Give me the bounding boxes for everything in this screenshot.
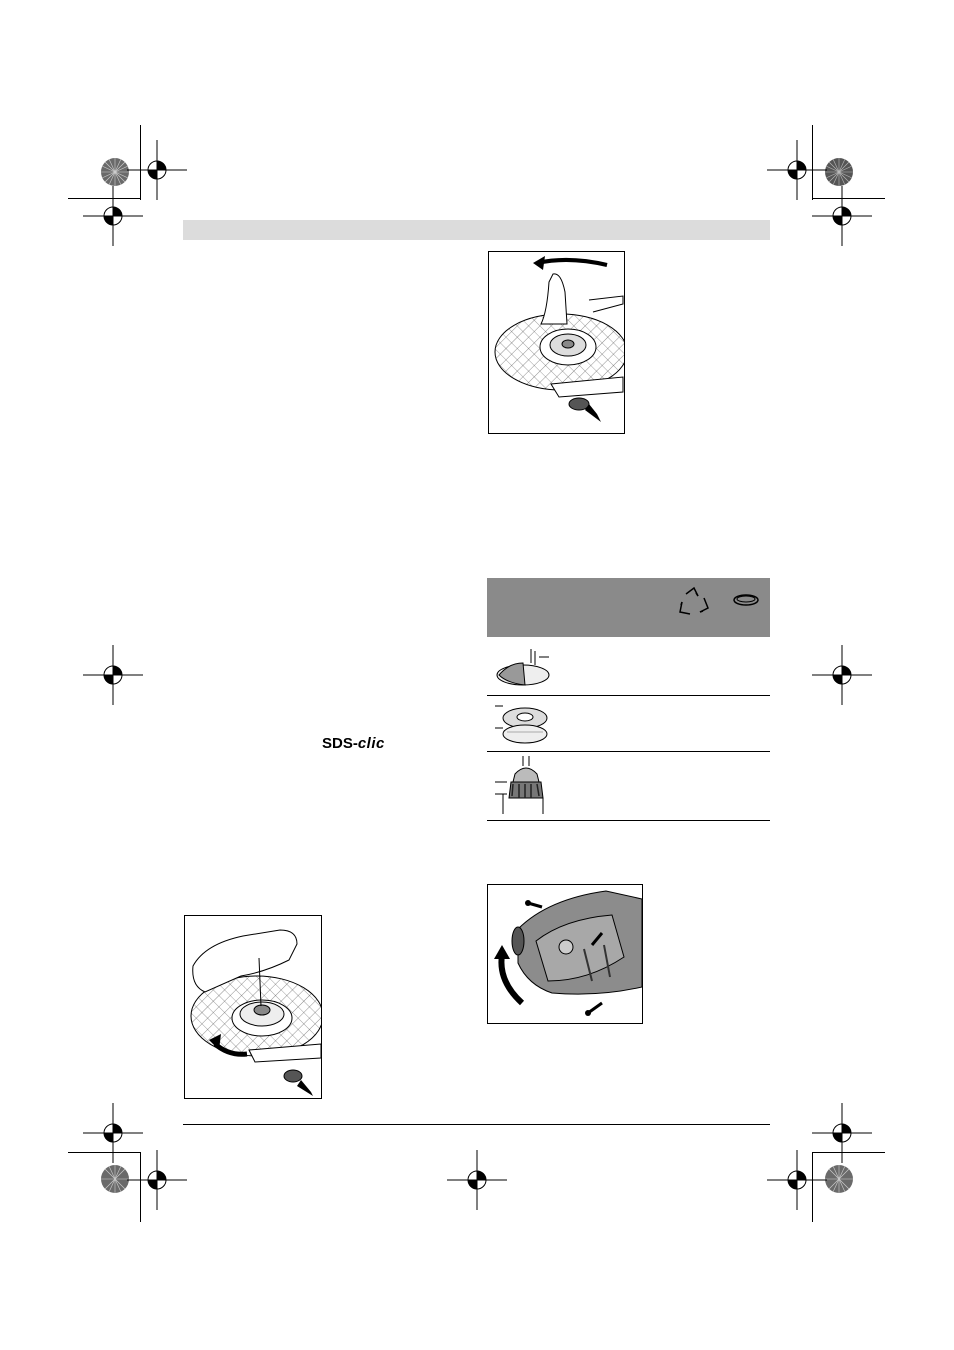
table-header xyxy=(487,578,770,637)
registration-mark-icon xyxy=(83,186,143,246)
registration-mark-icon xyxy=(767,1150,827,1210)
disc-nut-wrench-figure xyxy=(488,251,625,434)
table-row xyxy=(487,752,770,821)
registration-mark-icon xyxy=(127,1150,187,1210)
cup-brush-icon xyxy=(495,756,551,816)
gear-head-screws-figure xyxy=(487,884,643,1024)
registration-mark-icon xyxy=(447,1150,507,1210)
page-header-bar xyxy=(183,220,770,240)
spindle-ring-icon xyxy=(731,591,761,609)
table-row xyxy=(487,637,770,696)
flap-disc-icon xyxy=(495,702,551,746)
cutting-disc-icon xyxy=(495,649,551,689)
registration-mark-icon xyxy=(812,186,872,246)
color-calibration-disc-icon xyxy=(100,157,130,187)
registration-mark-icon xyxy=(83,645,143,705)
color-calibration-disc-icon xyxy=(824,1164,854,1194)
color-calibration-disc-icon xyxy=(824,157,854,187)
page-footer-rule xyxy=(183,1124,770,1125)
accessory-table xyxy=(487,578,770,821)
registration-mark-icon xyxy=(812,645,872,705)
recycle-icon xyxy=(676,586,712,618)
sds-clic-logo: SDS-clic xyxy=(322,735,385,752)
disc-hand-mount-figure xyxy=(184,915,322,1099)
table-row xyxy=(487,696,770,752)
color-calibration-disc-icon xyxy=(100,1164,130,1194)
